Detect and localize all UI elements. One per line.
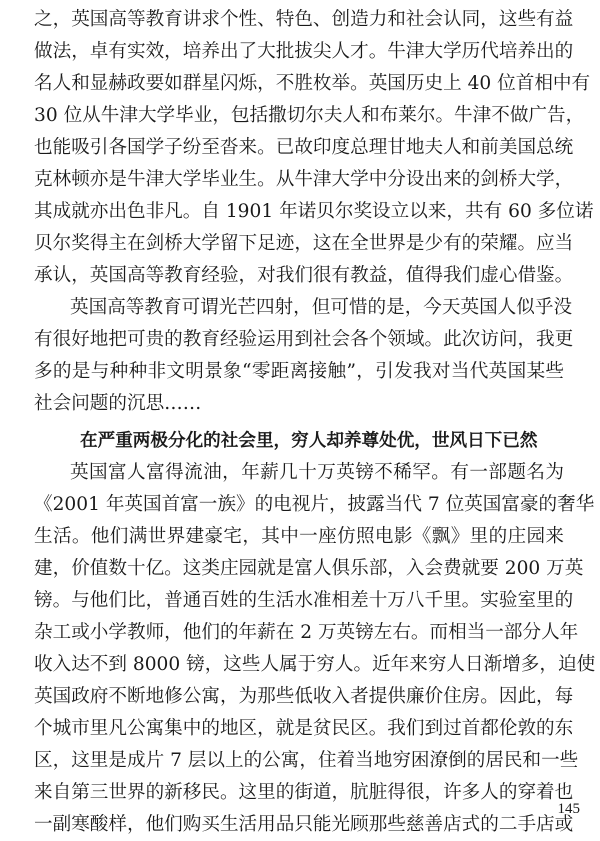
paragraph-1-line-4: 30 位从牛津大学毕业，包括撒切尔夫人和布莱尔。牛津不做广告， [34,105,585,126]
paragraph-3-line-2: 《2001 年英国首富一族》的电视片，披露当代 7 位英国富豪的奢华 [34,494,595,515]
paragraph-1-line-3: 名人和显赫政要如群星闪烁，不胜枚举。英国历史上 40 位首相中有 [34,73,591,94]
paragraph-1-line-5: 也能吸引各国学子纷至沓来。已故印度总理甘地夫人和前美国总统 [34,137,574,158]
paragraph-3-line-1: 英国富人富得流油，年薪几十万英镑不稀罕。有一部题名为 [70,462,564,483]
paragraph-3-line-9: 个城市里凡公寓集中的地区，就是贫民区。我们到过首都伦敦的东 [34,718,574,739]
page-number: 145 [557,801,580,817]
paragraph-1-line-1: 之，英国高等教育讲求个性、特色、创造力和社会认同，这些有益 [34,9,574,30]
paragraph-1-line-9: 承认，英国高等教育经验，对我们很有教益，值得我们虚心借鉴。 [34,265,574,286]
paragraph-1-line-6: 克林顿亦是牛津大学毕业生。从牛津大学中分设出来的剑桥大学， [34,169,574,190]
paragraph-2-line-2: 有很好地把可贵的教育经验运用到社会各个领域。此次访问，我更 [34,329,574,350]
paragraph-2-line-4: 社会问题的沉思…… [34,393,202,414]
paragraph-3-line-11: 来自第三世界的新移民。这里的街道，肮脏得很，许多人的穿着也 [34,782,574,803]
paragraph-1-line-8: 贝尔奖得主在剑桥大学留下足迹，这在全世界是少有的荣耀。应当 [34,233,574,254]
paragraph-3-line-5: 镑。与他们比，普通百姓的生活水准相差十万八千里。实验室里的 [34,590,574,611]
paragraph-3-line-8: 英国政府不断地修公寓，为那些低收入者提供廉价住房。因此，每 [34,686,574,707]
paragraph-2-line-3: 多的是与种种非文明景象“零距离接触”，引发我对当代英国某些 [34,361,564,382]
paragraph-3-line-10: 区，这里是成片 7 层以上的公寓，住着当地穷困潦倒的居民和一些 [34,750,579,771]
paragraph-3-line-6: 杂工或小学教师，他们的年薪在 2 万英镑左右。而相当一部分人年 [34,622,579,643]
paragraph-1-line-2: 做法，卓有实效，培养出了大批拔尖人才。牛津大学历代培养出的 [34,41,574,62]
paragraph-1-line-7: 其成就亦出色非凡。自 1901 年诺贝尔奖设立以来，共有 60 多位诺 [34,201,594,222]
section-heading: 在严重两极分化的社会里，穷人却养尊处优，世风日下已然 [80,431,538,451]
paragraph-3-line-3: 生活。他们满世界建豪宅，其中一座仿照电影《飘》里的庄园来 [34,526,564,547]
paragraph-3-line-12: 一副寒酸样，他们购买生活用品只能光顾那些慈善店式的二手店或 [34,814,574,835]
paragraph-3-line-7: 收入达不到 8000 镑，这些人属于穷人。近年来穷人日渐增多，迫使 [34,654,596,675]
paragraph-3-line-4: 建，价值数十亿。这类庄园就是富人俱乐部，入会费就要 200 万英 [34,558,584,579]
paragraph-2-line-1: 英国高等教育可谓光芒四射，但可惜的是，今天英国人似乎没 [70,297,573,318]
